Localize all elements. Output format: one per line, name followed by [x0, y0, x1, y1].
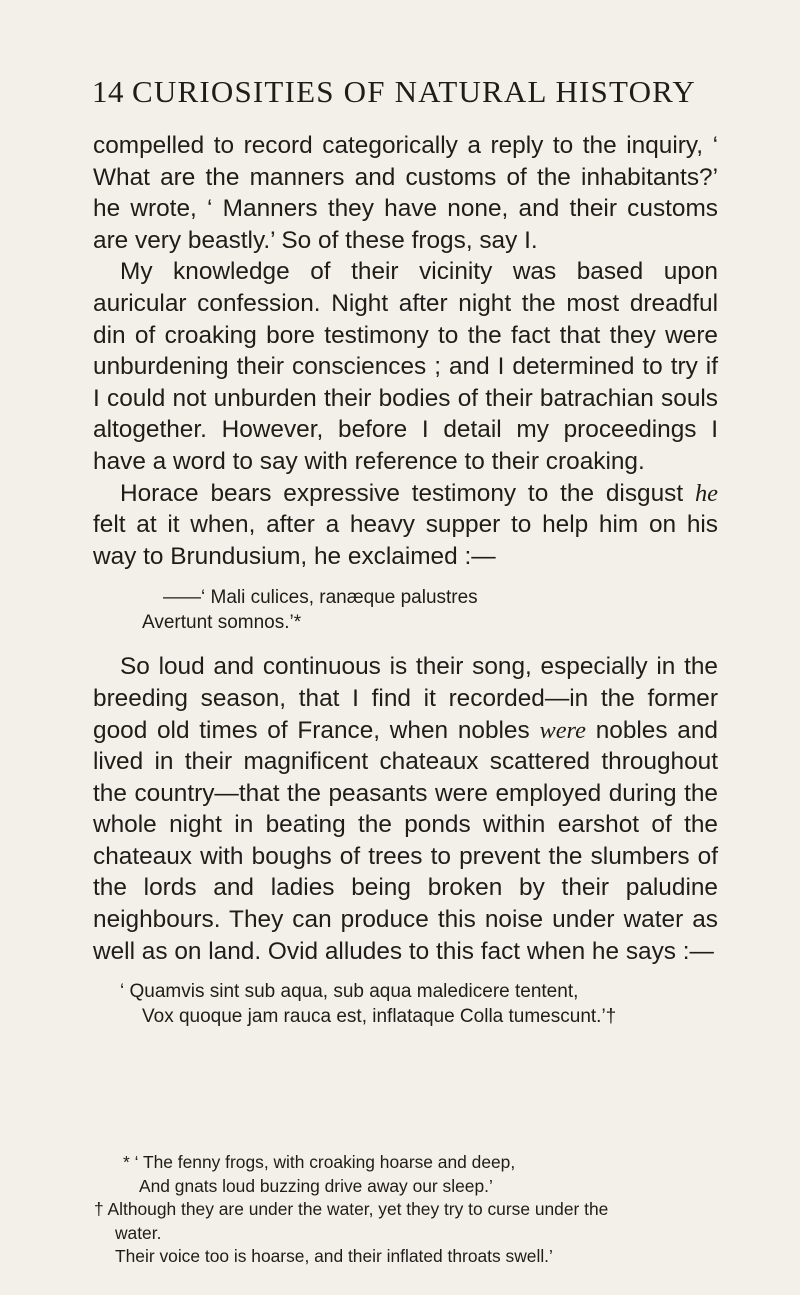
footnotes [93, 1151, 718, 1269]
paragraph-3 [93, 478, 718, 573]
paragraph-3-text-b: felt at it when, after a heavy supper to help him on his way to Brundusium, he exclaimed :— [93, 511, 718, 570]
footnote-1-line-2: And gnats loud buzzing drive away our sleep.’ [139, 1175, 493, 1196]
page-number: 14 [92, 74, 124, 109]
paragraph-4 [93, 651, 718, 967]
paragraph-3-text-a: Horace bears expressive testimony to the disgust [120, 479, 684, 507]
paragraph-4-text-a: So loud and continuous is their song, especially in the breeding season, that I find it recorded—in the former good old times of France, when nobles [93, 653, 718, 744]
footnote-2-line-2: water. [115, 1222, 162, 1243]
footnote-1-line-1: * ‘ The fenny frogs, with croaking hoarse and deep, [123, 1152, 516, 1172]
ovid-quote [93, 979, 718, 1029]
paragraph-2: My knowledge of their vicinity was based upon auricular confession. Night after night the most dreadful din of croaking bore testimony to the fact that they were unburdening their consciences ; and I determined to try if I could not unburden their bodies of their batrachian souls altogether. However, before I detail my proceedings I have a word to say with reference to their croaking. [93, 258, 718, 475]
page-header [92, 74, 732, 114]
horace-quote [93, 585, 718, 635]
running-title: CURIOSITIES OF NATURAL HISTORY [132, 74, 696, 109]
italic-were: were [539, 716, 586, 744]
horace-quote-line-2: Avertunt somnos.’* [142, 612, 302, 634]
footnote-2-line-3: Their voice too is hoarse, and their inflated throats swell.’ [115, 1246, 553, 1266]
ovid-quote-line-2: Vox quoque jam rauca est, inflataque Colla tumescunt.’† [142, 1006, 617, 1028]
footnote-2-line-1: † Although they are under the water, yet they try to curse under the [94, 1199, 609, 1219]
italic-he: he [694, 479, 718, 507]
paragraph-1: compelled to record categorically a reply to the inquiry, ‘ What are the manners and customs of the inhabitants?’ he wrote, ‘ Manners they have none, and their customs are very beastly.’ So of these frogs, say I. [93, 132, 718, 254]
horace-quote-line-1: ——‘ Mali culices, ranæque palustres [163, 587, 478, 609]
paragraph-4-text-b: nobles and lived in their magnificent chateaux scattered throughout the country—that the peasants were employed during the whole night in beating the ponds within earshot of the chateaux with boughs of trees to prevent the slumbers of the lords and ladies being broken by their paludine neighbours. They can produce this noise under water as well as on land. Ovid alludes to this fact when he says :— [93, 716, 718, 965]
ovid-quote-line-1: ‘ Quamvis sint sub aqua, sub aqua maledicere tentent, [120, 981, 579, 1003]
body-text [93, 130, 718, 1043]
